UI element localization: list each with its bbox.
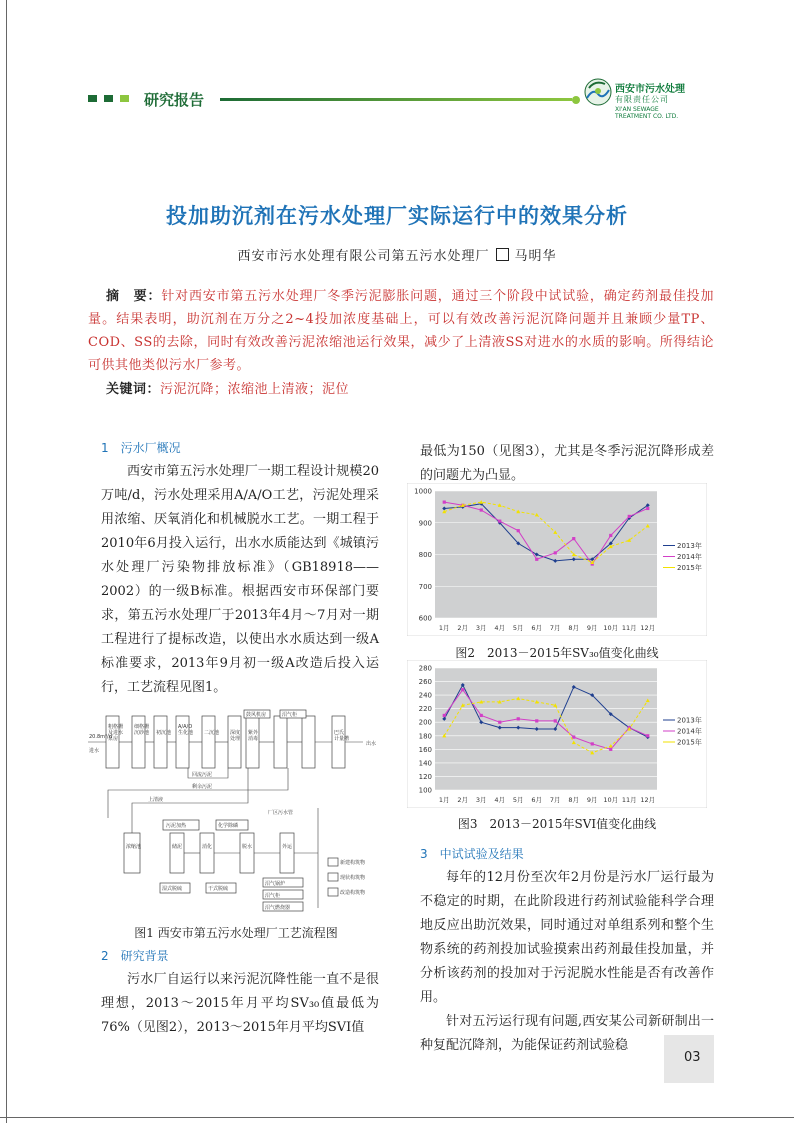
svg-text:泵房: 泵房: [108, 736, 119, 742]
svg-text:浓缩池: 浓缩池: [126, 844, 142, 850]
svg-text:及进水: 及进水: [108, 730, 124, 736]
x-tick-label: 5月: [512, 624, 524, 632]
x-tick-label: 7月: [549, 796, 561, 804]
legend-label: 2013年: [677, 542, 702, 550]
data-point: [572, 736, 575, 739]
article-title: 投加助沉剂在污水处理厂实际运行中的效果分析: [166, 204, 628, 228]
legend-label: 2015年: [677, 738, 702, 747]
figure-1-caption: 图1 西安市第五污水处理厂工艺流程图: [134, 926, 338, 940]
data-point: [480, 508, 483, 511]
y-tick-label: 100: [418, 786, 432, 795]
x-tick-label: 2月: [457, 796, 469, 804]
x-tick-label: 7月: [549, 624, 561, 632]
y-tick-label: 700: [418, 582, 432, 591]
svg-text:污泥加热: 污泥加热: [166, 823, 187, 829]
svg-text:鼓风机房: 鼓风机房: [246, 712, 267, 718]
data-point: [646, 734, 649, 737]
data-point: [517, 717, 520, 720]
svg-text:干式脱硫: 干式脱硫: [208, 886, 229, 892]
svg-text:紫外: 紫外: [248, 730, 259, 736]
abstract: [88, 285, 714, 377]
svg-text:沉砂池: 沉砂池: [134, 730, 150, 736]
figure-3-caption: 图3 2013－2015年SVI值变化曲线: [457, 817, 657, 831]
x-tick-label: 8月: [568, 624, 580, 632]
keywords-text: 污泥沉降；浓缩池上清液；泥位: [160, 382, 350, 397]
svg-text:化学除磷: 化学除磷: [218, 823, 239, 829]
x-tick-label: 9月: [586, 624, 598, 632]
header-square: [104, 95, 113, 102]
section-label: 研究报告: [144, 91, 205, 109]
x-tick-label: 11月: [621, 624, 637, 632]
y-tick-label: 140: [418, 759, 432, 768]
header-square: [120, 95, 129, 102]
svg-text:外运: 外运: [282, 844, 293, 850]
svg-text:深度: 深度: [230, 730, 241, 736]
y-tick-label: 240: [418, 691, 432, 700]
page-border-left: [6, 0, 7, 1123]
y-tick-label: 120: [418, 772, 432, 781]
svg-text:处理: 处理: [230, 736, 241, 742]
svg-text:储泥: 储泥: [172, 844, 183, 850]
right-column-bottom: [420, 842, 714, 1058]
sv30-chart: [407, 483, 707, 636]
section-2-title: 2 研究背景: [101, 949, 169, 963]
process-flowchart: [88, 708, 384, 916]
x-tick-label: 5月: [512, 796, 524, 804]
legend-label: 2015年: [677, 564, 702, 572]
legend-label: 2014年: [677, 727, 702, 736]
svg-text:计量槽: 计量槽: [334, 736, 350, 742]
data-point: [609, 534, 612, 537]
svg-text:沼气柜: 沼气柜: [282, 712, 298, 718]
svg-text:湿式脱硫: 湿式脱硫: [162, 886, 183, 892]
section-1-title: 1 污水厂概况: [101, 441, 181, 455]
y-tick-label: 160: [418, 745, 432, 754]
affiliation: 西安市污水处理有限公司第五污水处理厂: [237, 249, 490, 264]
abstract-text: 针对西安市第五污水处理厂冬季污泥膨胀问题，通过三个阶段中试试验，确定药剂最佳投加量。结果表明，助沉剂在万分之2~4投加浓度基础上，可以有效改善污泥沉降问题并且兼顾少量TP、COD、SS的去除，同时有效改善污泥浓缩池运行效果，减少了上清液SS对进水的水质的影响。所得结论可供其他类似污水厂参考。: [88, 289, 714, 373]
logo-en-name: XI'AN SEWAGE TREATMENT CO. LTD.: [615, 106, 679, 120]
svg-text:二沉池: 二沉池: [204, 730, 220, 736]
data-point: [498, 520, 501, 523]
right-column-top: [420, 440, 714, 488]
section-3-title: 3 中试试验及结果: [420, 847, 524, 861]
header-square: [88, 95, 97, 102]
left-column-bottom: [101, 944, 379, 1040]
x-tick-label: 2月: [457, 624, 469, 632]
svi-chart: [407, 660, 707, 808]
keywords: [106, 378, 349, 397]
svg-text:初沉池: 初沉池: [156, 730, 172, 736]
y-tick-label: 200: [418, 718, 432, 727]
page-border-bottom: [0, 1117, 794, 1118]
x-tick-label: 12月: [640, 796, 656, 804]
svg-text:新建构筑物: 新建构筑物: [340, 860, 366, 866]
x-tick-label: 9月: [586, 796, 598, 804]
svg-text:脱水: 脱水: [242, 844, 253, 850]
svg-text:剩余污泥: 剩余污泥: [192, 784, 213, 790]
svg-text:20.8m³/d: 20.8m³/d: [89, 734, 112, 740]
keywords-label: 关键词：: [106, 382, 161, 397]
x-tick-label: 10月: [603, 624, 619, 632]
svg-text:生化池: 生化池: [178, 730, 194, 736]
y-tick-label: 260: [418, 678, 432, 687]
author-line: [0, 245, 794, 264]
legend-label: 2013年: [677, 716, 702, 725]
svg-text:消化: 消化: [202, 844, 213, 850]
data-point: [628, 515, 631, 518]
svg-text:改造构筑物: 改造构筑物: [340, 890, 366, 896]
svg-text:沼气燃烧器: 沼气燃烧器: [265, 905, 291, 911]
page-number: 03: [684, 1050, 701, 1065]
header-dot: [572, 96, 580, 104]
header-rule: [220, 98, 572, 101]
section-3-paragraph-2: 针对五污运行现有问题,西安某公司新研制出一种复配沉降剂，为能保证药剂试验稳: [420, 1014, 714, 1053]
data-point: [461, 688, 464, 691]
data-point: [535, 719, 538, 722]
y-tick-label: 600: [418, 614, 432, 623]
separator-box: [496, 248, 509, 261]
author-name: 马明华: [514, 249, 557, 264]
x-tick-label: 3月: [475, 796, 487, 804]
data-point: [554, 551, 557, 554]
section-1-paragraph: 西安市第五污水处理厂一期工程设计规模20万吨/d，污水处理采用A/A/O工艺，污泥处理采用浓缩、厌氧消化和机械脱水工艺。一期工程于2010年6月投入运行，出水水质能达到《城镇污水处理厂污染物排放标准》（GB18918——2002）的一级B标准。根据西安市环保部门要求，第五污水处理厂于2013年4月～7月对一期工程进行了提标改造，以使出水水质达到一级A标准要求，2013年9月初一级A改造后投入运行，工艺流程见图1。: [101, 464, 379, 695]
section-2-continuation: 最低为150（见图3），尤其是冬季污泥沉降形成差的问题尤为凸显。: [420, 444, 714, 483]
figure-2-caption: 图2 2013－2015年SV₃₀值变化曲线: [455, 646, 659, 660]
y-tick-label: 220: [418, 705, 432, 714]
svg-text:A/A/O: A/A/O: [178, 724, 193, 730]
abstract-label: 摘 要：: [106, 289, 162, 304]
y-tick-label: 180: [418, 732, 432, 741]
y-tick-label: 900: [418, 519, 432, 528]
x-tick-label: 1月: [438, 624, 450, 632]
company-logo-icon: [583, 74, 613, 110]
logo-cn-name: 西安市污水处理: [615, 84, 685, 95]
svg-text:进水: 进水: [89, 748, 100, 754]
x-tick-label: 8月: [568, 796, 580, 804]
data-point: [609, 748, 612, 751]
svg-text:上清液: 上清液: [148, 797, 164, 803]
svg-text:回流污泥: 回流污泥: [192, 772, 213, 778]
x-tick-label: 11月: [621, 796, 637, 804]
svg-text:消毒: 消毒: [248, 736, 259, 742]
y-tick-label: 800: [418, 551, 432, 559]
svg-text:沼气锅炉: 沼气锅炉: [265, 881, 286, 887]
legend-label: 2014年: [677, 553, 702, 561]
section-3-paragraph-1: 每年的12月份至次年2月份是污水厂运行最为不稳定的时期，在此阶段进行药剂试验能科学合理地反应出助沉效果，同时通过对单组系列和整个生物系统的药剂投加试验摸索出药剂最佳投加量，并分析该药剂的投加对于污泥脱水性能是否有改善作用。: [420, 870, 714, 1005]
data-point: [535, 558, 538, 561]
svg-text:出水: 出水: [366, 741, 377, 747]
data-point: [591, 742, 594, 745]
logo-cn-sub: 有限责任公司: [615, 95, 669, 104]
left-column: [101, 436, 379, 700]
data-point: [443, 714, 446, 717]
x-tick-label: 6月: [531, 796, 543, 804]
x-tick-label: 10月: [603, 796, 619, 804]
data-point: [646, 507, 649, 510]
data-point: [517, 529, 520, 532]
data-point: [443, 501, 446, 504]
data-point: [572, 537, 575, 540]
x-tick-label: 1月: [438, 796, 450, 804]
svg-text:巴氏: 巴氏: [334, 730, 345, 736]
svg-text:粗格栅: 粗格栅: [108, 724, 124, 730]
svg-text:沼气柜: 沼气柜: [265, 893, 281, 899]
data-point: [498, 721, 501, 724]
data-point: [480, 714, 483, 717]
x-tick-label: 6月: [531, 624, 543, 632]
x-tick-label: 4月: [494, 796, 506, 804]
x-tick-label: 4月: [494, 624, 506, 632]
svg-text:厂区污水管: 厂区污水管: [268, 810, 294, 816]
svg-text:细格栅: 细格栅: [134, 724, 150, 730]
x-tick-label: 3月: [475, 624, 487, 632]
svg-text:现状构筑物: 现状构筑物: [340, 875, 366, 881]
data-point: [554, 719, 557, 722]
y-tick-label: 280: [418, 664, 432, 673]
y-tick-label: 1000: [414, 487, 432, 496]
x-tick-label: 12月: [640, 624, 656, 632]
section-2-paragraph: 污水厂自运行以来污泥沉降性能一直不是很理想，2013～2015年月平均SV₃₀值最低为76%（见图2），2013～2015年月平均SVI值: [101, 972, 379, 1035]
